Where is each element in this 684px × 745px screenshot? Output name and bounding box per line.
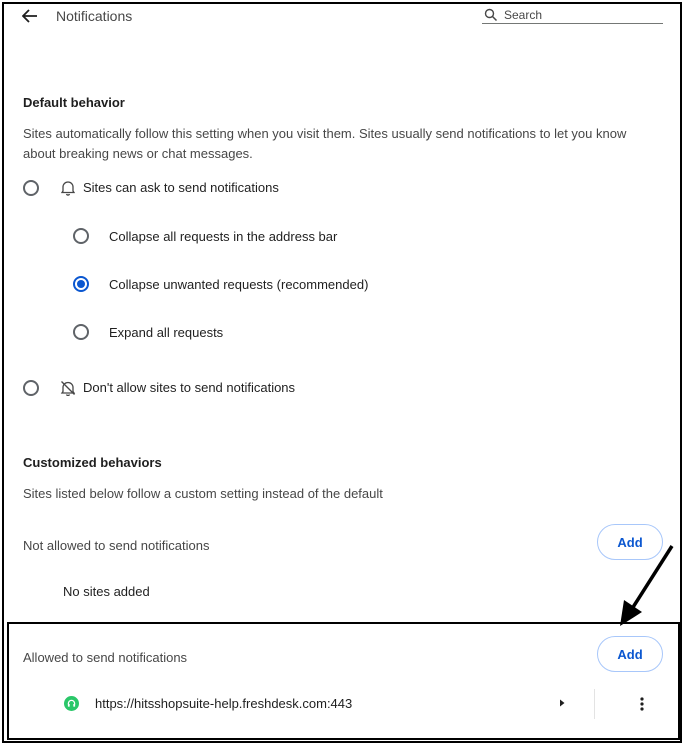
not-allowed-label: Not allowed to send notifications — [23, 538, 210, 553]
add-not-allowed-button[interactable]: Add — [597, 524, 663, 560]
customized-behaviors-heading: Customized behaviors — [23, 455, 162, 470]
sub-option-collapse-all-label: Collapse all requests in the address bar — [109, 229, 338, 244]
page-title: Notifications — [56, 8, 133, 24]
allowed-label: Allowed to send notifications — [23, 650, 188, 665]
radio-collapse-all[interactable] — [73, 228, 89, 244]
site-row[interactable] — [10, 684, 678, 724]
more-options-icon[interactable] — [630, 692, 654, 716]
option-sites-can-ask-label: Sites can ask to send notifications — [83, 180, 279, 195]
row-divider — [594, 689, 595, 719]
back-button[interactable] — [18, 5, 42, 27]
option-dont-allow-label: Don't allow sites to send notifications — [83, 380, 296, 395]
back-arrow-icon — [22, 9, 38, 23]
expand-arrow-icon[interactable] — [555, 696, 569, 710]
add-allowed-button[interactable]: Add — [597, 636, 663, 672]
annotation-arrow-icon — [610, 540, 680, 630]
sub-option-collapse-unwanted-label: Collapse unwanted requests (recommended) — [109, 277, 369, 292]
header — [0, 0, 684, 36]
radio-dont-allow[interactable] — [23, 380, 39, 396]
bell-icon — [60, 180, 76, 196]
search-input[interactable] — [504, 8, 654, 22]
site-url: https://hitsshopsuite-help.freshdesk.com:443 — [95, 696, 353, 711]
radio-sites-can-ask[interactable] — [23, 180, 39, 196]
headset-icon — [64, 696, 79, 711]
default-behavior-description: Sites automatically follow this setting when you visit them. Sites usually send notifications to let you know about breaking news or chat messages. — [23, 126, 627, 161]
search-box[interactable] — [482, 6, 663, 24]
customized-behaviors-description: Sites listed below follow a custom setting instead of the default — [23, 486, 383, 501]
search-icon — [484, 8, 498, 22]
sub-option-expand-all-label: Expand all requests — [109, 325, 224, 340]
radio-collapse-unwanted[interactable] — [73, 276, 89, 292]
no-sites-text: No sites added — [63, 584, 150, 599]
radio-expand-all[interactable] — [73, 324, 89, 340]
default-behavior-heading: Default behavior — [23, 95, 125, 110]
bell-off-icon — [60, 380, 76, 396]
